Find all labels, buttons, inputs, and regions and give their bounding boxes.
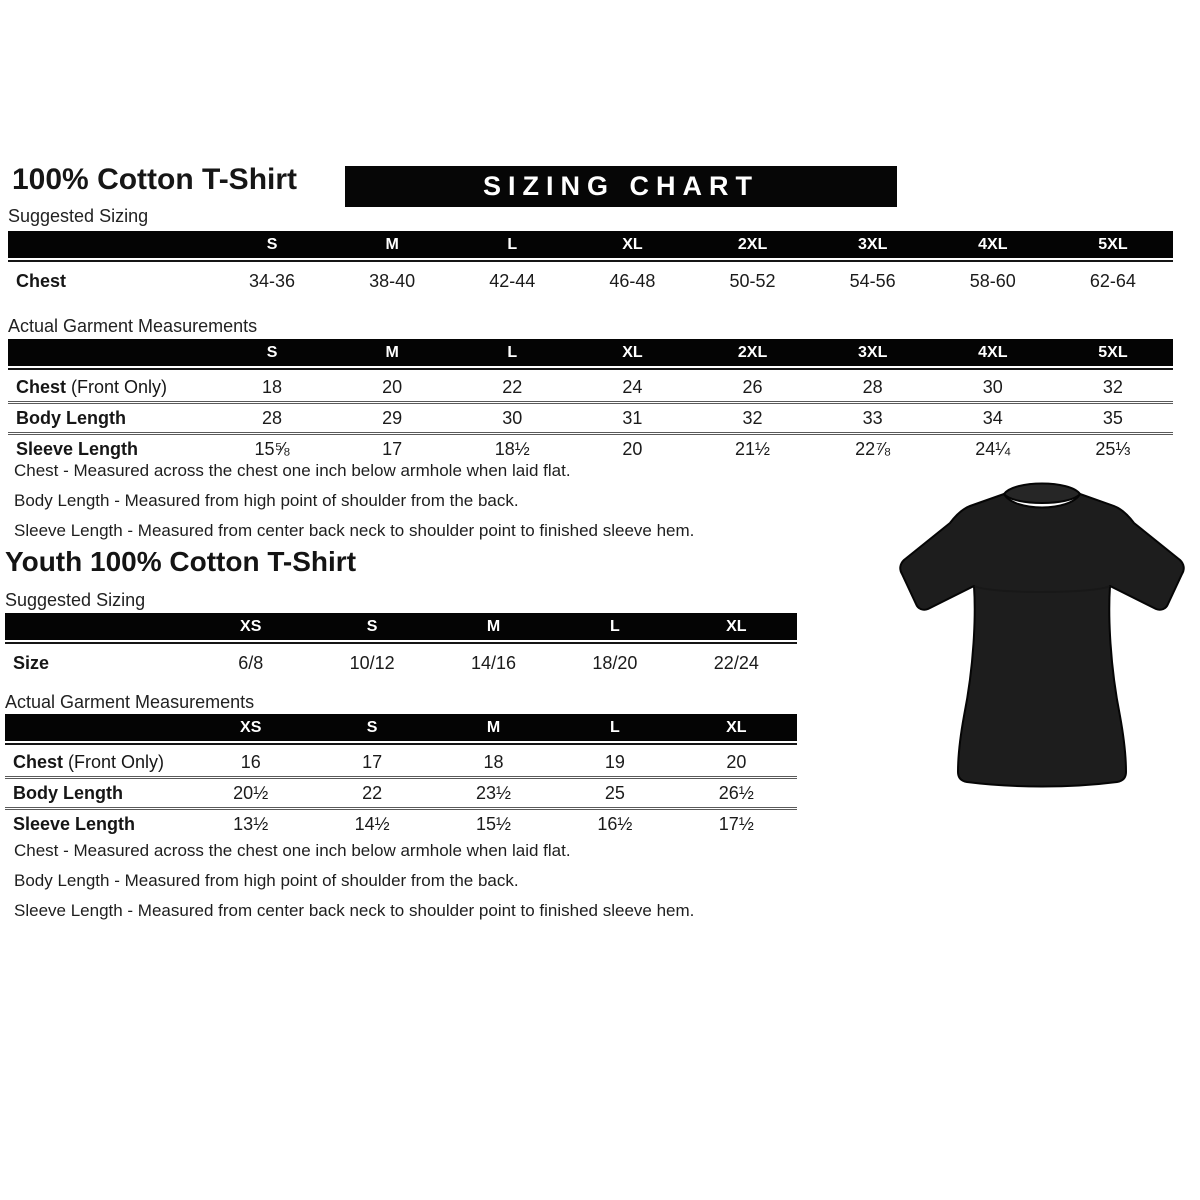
table-row-size (5, 647, 797, 680)
table-row-body-length (8, 401, 1173, 432)
youth-section-title: Youth 100% Cotton T-Shirt (5, 546, 357, 577)
cell: 31 (622, 407, 643, 428)
tshirt-collar (1004, 484, 1080, 504)
cell: 50-52 (729, 271, 776, 291)
adult-actual-measurements-label: Actual Garment Measurements (8, 316, 258, 336)
cell: 26 (742, 376, 763, 397)
cell: 15½ (475, 813, 512, 834)
youth-measurement-notes (14, 836, 694, 926)
cell: 20 (726, 751, 747, 772)
table-header-row (8, 231, 1173, 258)
cell: 58-60 (969, 271, 1016, 291)
cell: 20 (382, 376, 403, 397)
cell: 20½ (233, 782, 269, 803)
cell: 21½ (735, 438, 771, 459)
cell: 32 (742, 407, 763, 428)
cell: 28 (262, 407, 283, 428)
row-label-main: Sleeve Length (13, 813, 136, 834)
cell: 34 (982, 407, 1003, 428)
cell: 22⅞ (855, 438, 891, 459)
cell: 33 (862, 407, 883, 428)
cell: 14/16 (470, 653, 517, 673)
cell: 22/24 (713, 653, 759, 673)
adult-suggested-sizing-table (8, 231, 1173, 298)
row-label-main: Chest (16, 376, 67, 397)
cell: 30 (982, 376, 1003, 397)
cell: 46-48 (609, 271, 656, 291)
cell: 22 (362, 782, 383, 803)
cell: 17 (382, 438, 403, 459)
row-label-main: Chest (13, 751, 64, 772)
adult-actual-measurements-table (8, 339, 1173, 463)
column-header: 2XL (737, 343, 768, 361)
column-header: L (610, 617, 620, 635)
row-label-suffix: (Front Only) (68, 751, 165, 772)
column-header: 3XL (858, 343, 888, 361)
cell: 28 (862, 376, 883, 397)
column-header: XS (240, 617, 262, 635)
column-header: L (507, 343, 518, 361)
table-header-row (8, 339, 1173, 366)
row-label: Chest (16, 271, 67, 291)
cell: 22 (502, 376, 523, 397)
page-title: 100% Cotton T-Shirt (12, 163, 298, 196)
cell: 18 (262, 376, 283, 397)
cell: 20 (622, 438, 643, 459)
table-row-body-length (5, 776, 797, 807)
cell: 42-44 (489, 271, 536, 291)
note-line: Body Length - Measured from high point of shoulder from the back. (14, 871, 519, 890)
cell: 16 (240, 751, 261, 772)
column-header: XL (726, 617, 747, 635)
cell: 24¼ (975, 438, 1011, 459)
sizing-chart-banner: SIZING CHART (345, 166, 897, 207)
column-header: 5XL (1098, 343, 1128, 361)
column-header: S (366, 617, 378, 635)
youth-actual-measurements-table (5, 714, 797, 838)
youth-actual-measurements-label: Actual Garment Measurements (5, 692, 255, 712)
row-label-suffix: (Front Only) (71, 376, 168, 397)
note-line: Body Length - Measured from high point of shoulder from the back. (14, 491, 519, 510)
cell: 13½ (233, 813, 269, 834)
row-label (5, 783, 190, 804)
column-header: M (486, 617, 501, 635)
cell: 6/8 (238, 653, 264, 673)
column-header: S (266, 235, 278, 253)
row-label (5, 814, 190, 835)
youth-suggested-sizing-table (5, 613, 797, 680)
column-header: M (486, 718, 501, 736)
column-header: 5XL (1098, 235, 1128, 253)
youth-suggested-sizing-label: Suggested Sizing (5, 590, 146, 610)
cell: 62-64 (1089, 271, 1136, 291)
cell: 54-56 (849, 271, 896, 291)
cell: 25⅓ (1095, 438, 1131, 459)
black-tshirt-image (890, 466, 1195, 811)
table-header-row (5, 714, 797, 741)
cell: 18/20 (592, 653, 638, 673)
cell: 15⅝ (254, 438, 290, 459)
table-row-chest (8, 265, 1173, 298)
row-label (8, 408, 212, 429)
cell: 10/12 (349, 653, 395, 673)
row-label (5, 752, 190, 773)
row-label-main: Body Length (16, 407, 126, 428)
cell: 38-40 (369, 271, 416, 291)
cell: 35 (1102, 407, 1123, 428)
cell: 17 (362, 751, 383, 772)
cell: 29 (382, 407, 403, 428)
column-header: XL (622, 235, 643, 253)
note-line: Sleeve Length - Measured from center back neck to shoulder point to finished sleeve hem. (14, 901, 695, 920)
cell: 16½ (597, 813, 633, 834)
table-row-chest-front-only (8, 373, 1173, 401)
note-line: Chest - Measured across the chest one inch below armhole when laid flat. (14, 841, 571, 860)
column-header: M (385, 343, 399, 361)
note-line: Chest - Measured across the chest one inch below armhole when laid flat. (14, 461, 571, 480)
column-header: 2XL (737, 235, 768, 253)
table-header-row (5, 613, 797, 640)
adult-measurement-notes (14, 456, 694, 546)
column-header: S (366, 718, 378, 736)
column-header: S (266, 343, 278, 361)
column-header: L (610, 718, 620, 736)
cell: 19 (604, 751, 625, 772)
row-label: Size (13, 653, 50, 673)
cell: 18½ (494, 438, 530, 459)
row-label-main: Sleeve Length (16, 438, 139, 459)
cell: 14½ (354, 813, 390, 834)
cell: 23½ (475, 782, 512, 803)
cell: 26½ (718, 782, 754, 803)
column-header: L (507, 235, 518, 253)
table-row-chest-front-only (5, 748, 797, 776)
cell: 18 (483, 751, 504, 772)
cell: 30 (502, 407, 523, 428)
row-label (8, 377, 212, 398)
column-header: 4XL (978, 235, 1008, 253)
cell: 25 (604, 782, 625, 803)
cell: 24 (622, 376, 643, 397)
row-label-main: Body Length (13, 782, 123, 803)
table-row-sleeve-length (5, 807, 797, 838)
column-header: XS (240, 718, 262, 736)
column-header: M (385, 235, 399, 253)
column-header: 3XL (858, 235, 888, 253)
column-header: 4XL (978, 343, 1008, 361)
cell: 17½ (718, 813, 754, 834)
column-header: XL (622, 343, 643, 361)
cell: 34-36 (249, 271, 296, 291)
adult-suggested-sizing-label: Suggested Sizing (8, 206, 149, 226)
column-header: XL (726, 718, 747, 736)
note-line: Sleeve Length - Measured from center back neck to shoulder point to finished sleeve hem. (14, 521, 695, 540)
cell: 32 (1102, 376, 1123, 397)
